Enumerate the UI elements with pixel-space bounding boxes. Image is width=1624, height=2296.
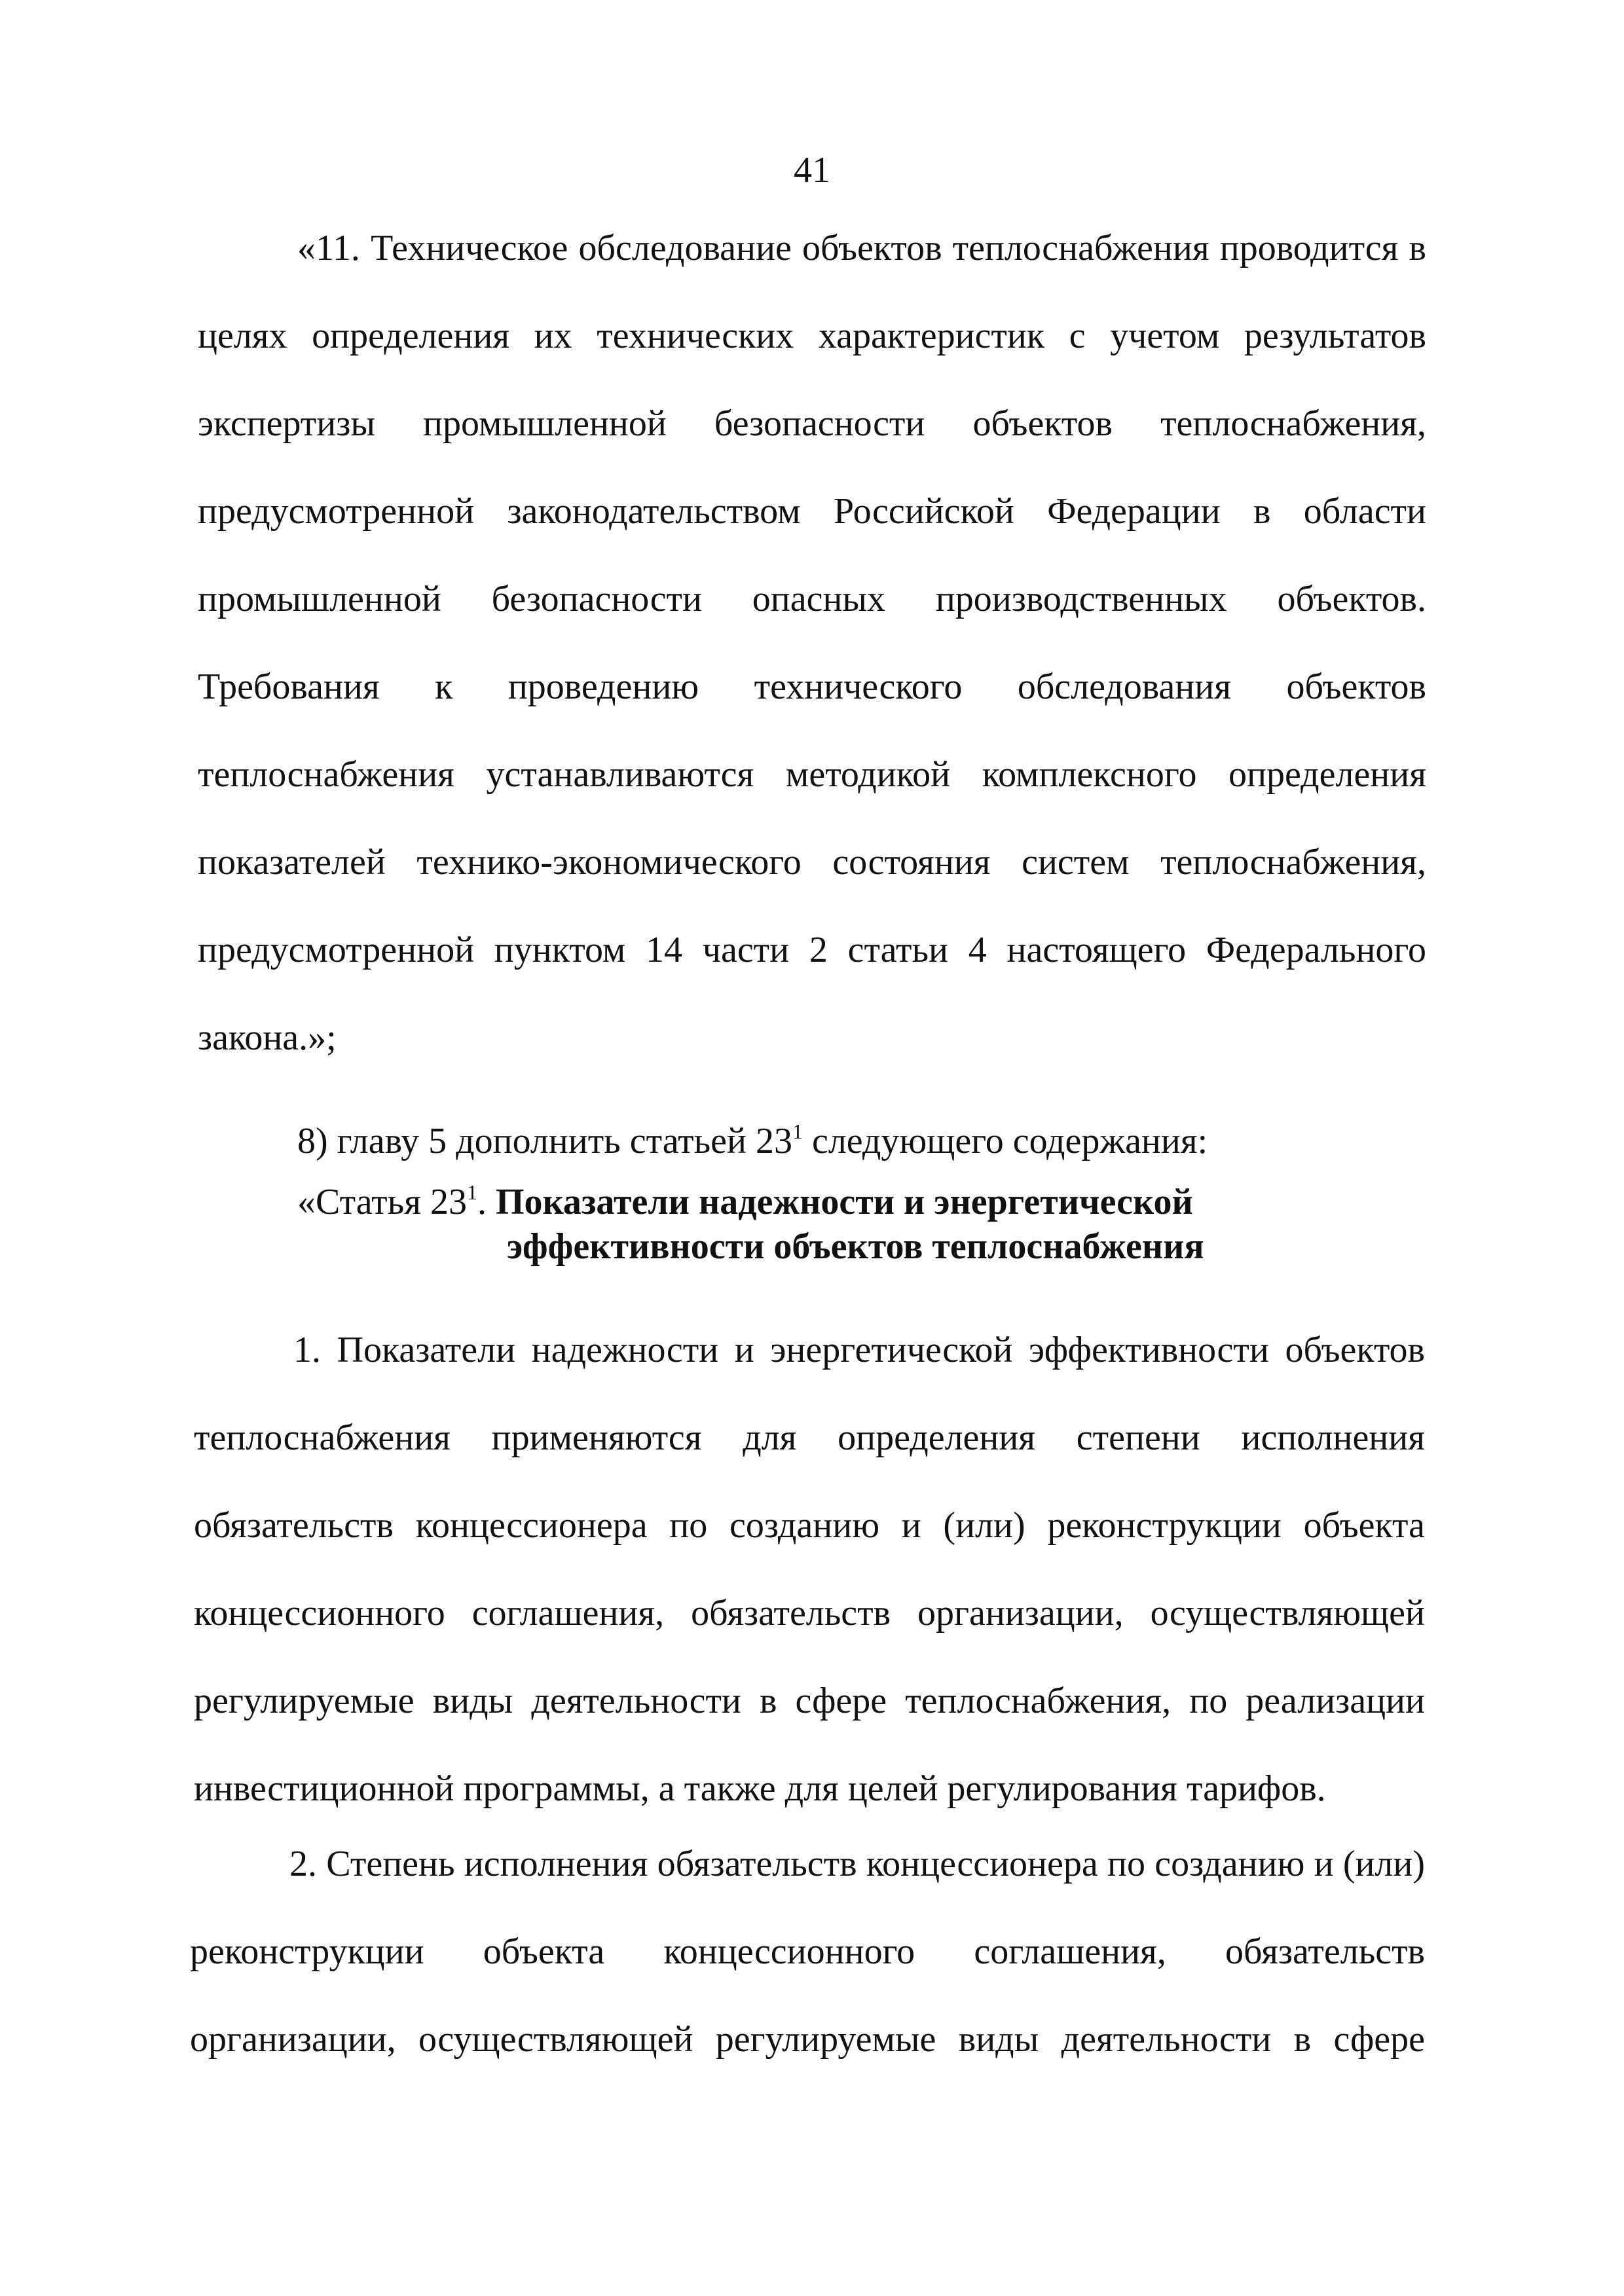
item-8 xyxy=(198,1097,1426,1185)
article-heading-dot: . xyxy=(477,1182,496,1222)
article-heading-title-line2: эффективности объектов теплоснабжения xyxy=(507,1226,1204,1267)
item-8-text: 8) главу 5 дополнить статьей 23 xyxy=(297,1121,792,1161)
page-number: 41 xyxy=(794,150,830,191)
item-8-block xyxy=(198,1097,1426,1185)
section-2-block xyxy=(190,1820,1425,2083)
paragraph-11-block xyxy=(198,204,1426,1082)
item-8-superscript: 1 xyxy=(792,1120,803,1143)
article-heading-title-line1: Показатели надежности и энергетической xyxy=(495,1182,1193,1222)
section-1: 1. Показатели надежности и энергетической эффективности объектов теплоснабжения применяются для определения степени исполнения обязательств концессионера по созданию и (или) реконструкции объекта концессионного соглашения, обязательств организации, осуществляющей регулируемые виды деятельности в сфере теплоснабжения, по реализации инвестиционной программы, а также для целей регулирования тарифов. xyxy=(194,1330,1425,1809)
item-8-text-end: следующего содержания: xyxy=(802,1121,1208,1161)
article-heading-prefix: «Статья 23 xyxy=(297,1182,467,1222)
article-heading-superscript: 1 xyxy=(466,1180,477,1204)
article-heading xyxy=(297,1180,1424,1269)
paragraph-11: «11. Техническое обследование объектов теплоснабжения проводится в целях определения их технических характеристик с учетом результатов экспертизы промышленной безопасности объектов теплоснабжения, предусмотренной законодательством Российской Федерации в области промышленной безопасности опасных производственных объектов. Требования к проведению технического обследования объектов теплоснабжения устанавливаются методикой комплексного определения показателей технико-экономического состояния систем теплоснабжения, предусмотренной пунктом 14 части 2 статьи 4 настоящего Федерального закона.»; xyxy=(198,228,1426,1058)
section-2: 2. Степень исполнения обязательств концессионера по созданию и (или) реконструкции объекта концессионного соглашения, обязательств организации, осуществляющей регулируемые виды деятельности в сфере xyxy=(190,1844,1425,2060)
section-1-block xyxy=(194,1306,1425,1832)
